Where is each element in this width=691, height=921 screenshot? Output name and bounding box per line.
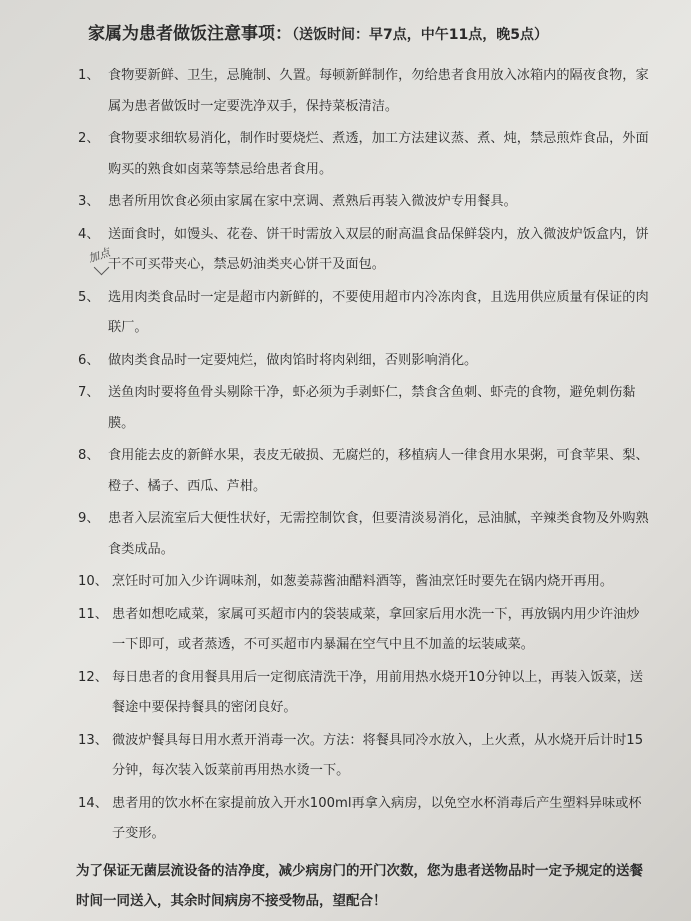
rule-text: 每日患者的食用餐具用后一定彻底清洗干净，用前用热水烧开10分钟以上，再装入饭菜，送餐途中要保持餐具的密闭良好。 bbox=[112, 669, 644, 715]
rule-number: 6、 bbox=[78, 352, 100, 368]
rule-number: 7、 bbox=[78, 385, 100, 400]
rule-item bbox=[78, 283, 651, 344]
rule-item bbox=[78, 726, 651, 787]
rule-number: 13、 bbox=[78, 732, 108, 748]
rule-number: 9、 bbox=[78, 511, 100, 526]
rule-item bbox=[78, 346, 651, 377]
rule-number: 10、 bbox=[78, 574, 108, 589]
rule-number: 3、 bbox=[78, 194, 100, 209]
rule-item bbox=[78, 124, 651, 185]
rule-number: 14、 bbox=[78, 795, 108, 811]
title-delivery-times: （送饭时间：早7点，中午11点，晚5点） bbox=[292, 27, 548, 43]
rule-item bbox=[78, 567, 651, 598]
rule-item bbox=[78, 220, 651, 281]
rule-number: 5、 bbox=[78, 289, 100, 305]
rule-item bbox=[78, 663, 651, 724]
rule-text: 做肉类食品时一定要炖烂，做肉馅时将肉剁细，否则影响消化。 bbox=[108, 352, 478, 368]
rule-text: 微波炉餐具每日用水煮开消毒一次。方法：将餐具同冷水放入，上火煮，从水烧开后计时15分钟，每次装入饭菜前再用热水烫一下。 bbox=[112, 732, 644, 778]
rule-item bbox=[78, 600, 651, 661]
rule-text: 患者所用饮食必须由家属在家中烹调、煮熟后再装入微波炉专用餐具。 bbox=[108, 194, 517, 209]
rule-text: 食物要求细软易消化，制作时要烧烂、煮透，加工方法建议蒸、煮、炖，禁忌煎炸食品，外面购买的熟食如卤菜等禁忌给患者食用。 bbox=[108, 131, 649, 177]
rule-text: 食用能去皮的新鲜水果，表皮无破损、无腐烂的，移植病人一律食用水果粥，可食苹果、梨、橙子、橘子、西瓜、芦柑。 bbox=[108, 448, 649, 494]
rule-text: 送面食时，如馒头、花卷、饼干时需放入双层的耐高温食品保鲜袋内，放入微波炉饭盒内，饼干不可买带夹心，禁忌奶油类夹心饼干及面包。 bbox=[108, 226, 649, 272]
rule-number: 2、 bbox=[78, 131, 100, 146]
rule-item bbox=[78, 61, 651, 122]
rule-item bbox=[78, 504, 651, 565]
rule-text: 烹饪时可加入少许调味剂，如葱姜蒜酱油醋料酒等，酱油烹饪时要先在锅内烧开再用。 bbox=[112, 574, 614, 589]
rule-number: 1、 bbox=[78, 68, 100, 83]
rule-text: 送鱼肉时要将鱼骨头剔除干净，虾必须为手剥虾仁，禁食含鱼刺、虾壳的食物，避免刺伤黏膜。 bbox=[108, 385, 636, 431]
rule-number: 4、 bbox=[78, 226, 100, 242]
rule-item bbox=[78, 789, 651, 850]
rule-text: 患者如想吃咸菜，家属可买超市内的袋装咸菜，拿回家后用水洗一下，再放锅内用少许油炒一下即可，或者蒸透，不可买超市内暴漏在空气中且不加盖的坛装咸菜。 bbox=[112, 606, 640, 652]
rule-text: 患者用的饮水杯在家提前放入开水100ml再拿入病房，以免空水杯消毒后产生塑料异味或杯子变形。 bbox=[112, 795, 642, 841]
rule-text: 食物要新鲜、卫生，忌腌制、久置。每顿新鲜制作，勿给患者食用放入冰箱内的隔夜食物，家属为患者做饭时一定要洗净双手，保持菜板清洁。 bbox=[108, 68, 649, 114]
rule-number: 11、 bbox=[78, 606, 108, 622]
rule-item bbox=[78, 441, 651, 502]
rule-number: 12、 bbox=[78, 669, 108, 685]
footer-notice: 为了保证无菌层流设备的洁净度，减少病房门的开门次数，您为患者送物品时一定予规定的送餐时间一同送入，其余时间病房不接受物品，望配合！ bbox=[76, 862, 643, 909]
title-main: 家属为患者做饭注意事项： bbox=[88, 24, 292, 44]
rule-item bbox=[78, 378, 651, 439]
handwritten-insert: 加点 bbox=[86, 245, 112, 266]
rule-text: 患者入层流室后大便性状好，无需控制饮食，但要清淡易消化，忌油腻，辛辣类食物及外购熟食类成品。 bbox=[108, 511, 649, 557]
page-title bbox=[88, 22, 651, 47]
rule-text: 选用肉类食品时一定是超市内新鲜的，不要使用超市内冷冻肉食，且选用供应质量有保证的肉联厂。 bbox=[108, 289, 649, 335]
rule-number: 8、 bbox=[78, 448, 100, 463]
rule-item bbox=[78, 187, 651, 218]
rules-list bbox=[78, 61, 651, 850]
